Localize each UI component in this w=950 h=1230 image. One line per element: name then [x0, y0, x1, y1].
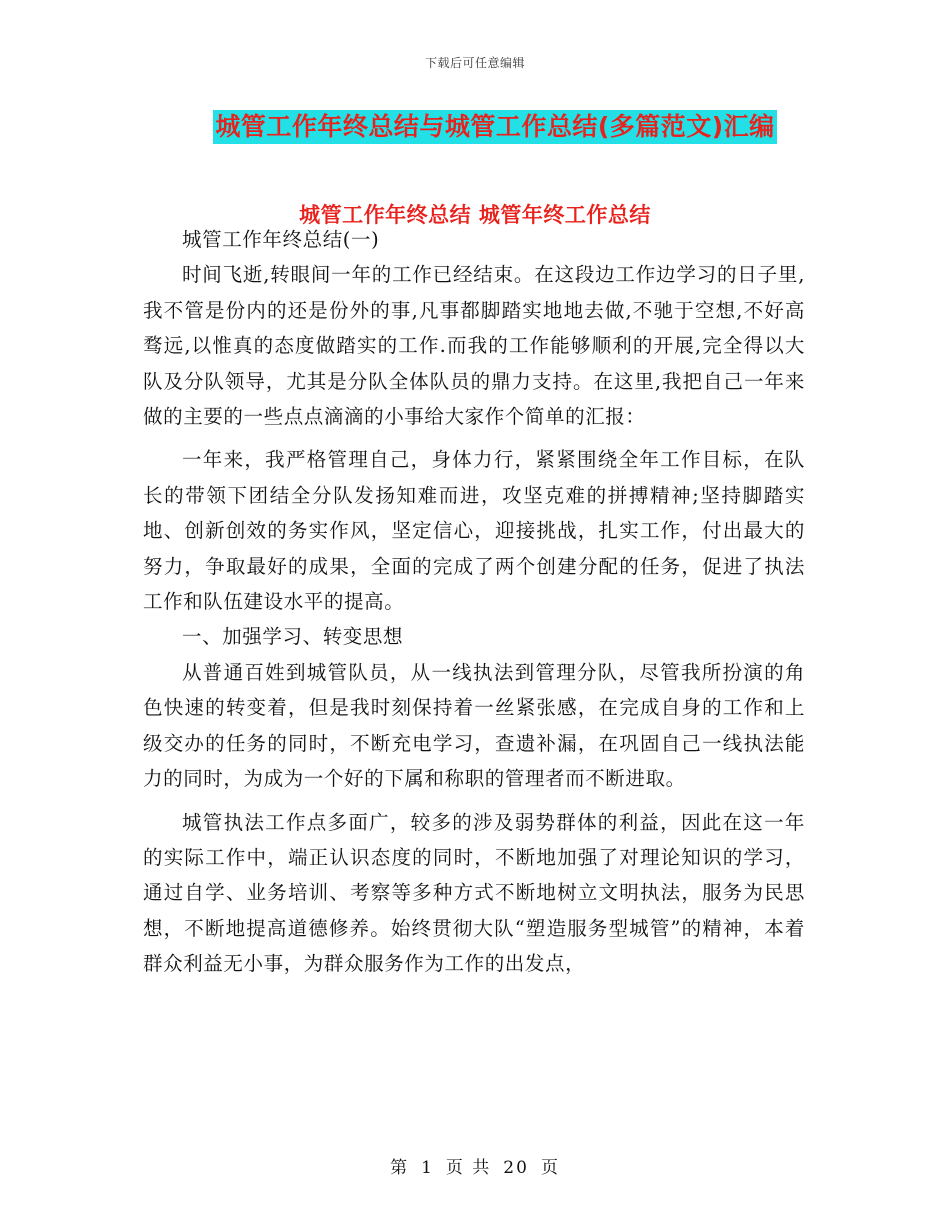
header-note: 下载后可任意编辑	[424, 56, 525, 70]
paragraph-subheading-1: 城管工作年终总结(一)	[182, 228, 380, 251]
footer-current-page: 1	[421, 1158, 434, 1178]
paragraph: 从普通百姓到城管队员，从一线执法到管理分队，尽管我所扮演的角色快速的转变着，但是我时刻保持着一丝紧张感，在完成自身的工作和上级交办的任务的同时，不断充电学习，查遗补漏，在巩固自己一线执法能力的同时，为成为一个好的下属和称职的管理者而不断进取。	[143, 660, 805, 791]
paragraph: 城管执法工作点多面广，较多的涉及弱势群体的利益，因此在这一年的实际工作中，端正认识态度的同时，不断地加强了对理论知识的学习，通过自学、业务培训、考察等多种方式不断地树立文明执法，服务为民思想，不断地提高道德修养。始终贯彻大队“塑造服务型城管”的精神，本着群众利益无小事，为群众服务作为工作的出发点，	[143, 810, 805, 976]
footer-prefix: 第	[390, 1158, 410, 1178]
paragraph-subheading-2: 一、加强学习、转变思想	[182, 625, 404, 649]
document-title: 城管工作年终总结与城管工作总结(多篇范文)汇编	[213, 110, 776, 144]
document-title-container	[0, 110, 950, 144]
footer-suffix: 页	[540, 1158, 560, 1178]
document-body	[143, 222, 805, 982]
paragraph: 时间飞逝,转眼间一年的工作已经结束。在这段边工作边学习的日子里,我不管是份内的还是份外的事,凡事都脚踏实地地去做,不驰于空想,不好高骛远,以惟真的态度做踏实的工作.而我的工作能够顺利的开展,完全得以大队及分队领导，尤其是分队全体队员的鼎力支持。在这里,我把自己一年来做的主要的一些点点滴滴的小事给大家作个简单的汇报：	[143, 263, 805, 429]
footer-total-pages: 20	[503, 1158, 529, 1178]
footer-middle: 页 共	[445, 1158, 492, 1178]
page-footer	[0, 1153, 950, 1178]
paragraph: 一年来，我严格管理自己，身体力行，紧紧围绕全年工作目标，在队长的带领下团结全分队发扬知难而进，攻坚克难的拼搏精神;坚持脚踏实地、创新创效的务实作风，坚定信心，迎接挑战，扎实工作，付出最大的努力，争取最好的成果，全面的完成了两个创建分配的任务，促进了执法工作和队伍建设水平的提高。	[143, 448, 805, 614]
section-title: 城管工作年终总结 城管年终工作总结	[299, 203, 651, 227]
